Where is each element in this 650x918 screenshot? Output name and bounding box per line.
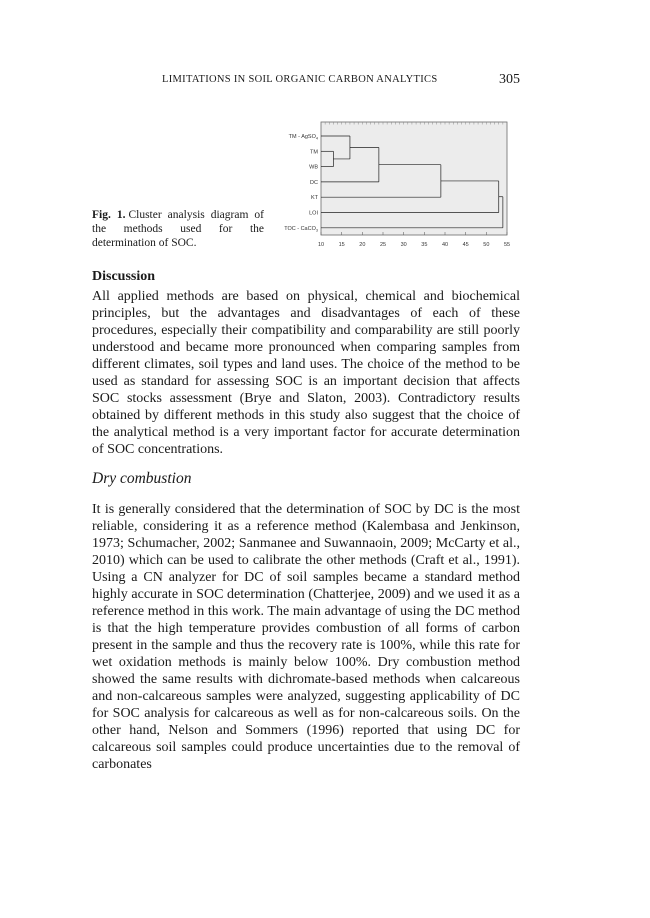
leaf-label: WB: [309, 164, 318, 171]
discussion-paragraph: All applied methods are based on physical, chemical and biochemical principles, but the advantages and disadvantages of each of these procedures, especially their compatibility and comparability are still poorly understood and became more pronounced when comparing samples from different climates, soil types and land uses. The choice of the method to be used as standard for assessing SOC is an important decision that affects SOC stocks assessment (Brye and Slaton, 2003). Contradictory results obtained by different methods in this study also suggest that the choice of the analytical method is a very important factor for accurate determination of SOC concentrations.: [92, 289, 520, 457]
dry-combustion-heading: Dry combustion: [92, 470, 192, 487]
running-head: [92, 72, 520, 90]
x-tick-label: 10: [317, 242, 325, 248]
discussion-heading: Discussion: [92, 269, 156, 284]
running-title: LIMITATIONS IN SOIL ORGANIC CARBON ANALYTICS: [162, 74, 438, 85]
x-tick-label: 55: [503, 242, 511, 248]
figure-label: Fig. 1.: [92, 209, 126, 221]
leaf-label: KT: [310, 195, 318, 202]
x-tick-label: 25: [379, 242, 387, 248]
leaf-label: DC: [310, 179, 318, 186]
leaf-label: TM: [310, 149, 318, 156]
x-tick-label: 30: [400, 242, 407, 248]
leaf-label: TOC - CaCO$_3$: [284, 225, 318, 233]
dry-combustion-paragraph: It is generally considered that the determination of SOC by DC is the most reliable, considering it as a reference method (Kalembasa and Jenkinson, 1973; Schumacher, 2002; Sanmanee and Suwannaoin, 2009; McCarty et al., 2010) which can be used to calibrate the other methods (Craft et al., 1991). Using a CN analyzer for DC of soil samples became a standard method highly accurate in SOC determination (Chatterjee, 2009) and we used it as a reference method in this work. The main advantage of using the DC method is that the high temperature provides combustion of all forms of carbon present in the sample and thus the recovery rate is 100%, while this rate for wet oxidation methods is mainly below 100%. Dry combustion method showed the same results with dichromate-based methods when calcareous and non-calcareous samples were analyzed, suggesting applicability of DC for SOC analysis for calcareous as well as for non-calcareous soils. On the other hand, Nelson and Sommers (1996) reported that using DC for calcareous soil samples could produce uncertainties due to the removal of carbonates: [92, 502, 520, 772]
x-tick-label: 45: [462, 242, 469, 248]
figure-caption: [92, 208, 264, 250]
figure-1: [92, 118, 520, 258]
x-tick-label: 40: [441, 242, 449, 248]
x-tick-label: 50: [483, 242, 490, 248]
leaf-label: TM - AgSO$_4$: [288, 134, 318, 141]
leaf-label: LOI: [309, 210, 318, 217]
figure-caption-text: Cluster analysis diagram of the methods used for the determination of SOC.: [92, 209, 264, 249]
plot-area: [321, 122, 507, 235]
x-tick-label: 15: [338, 242, 345, 248]
page-number: 305: [499, 72, 520, 87]
cluster-dendrogram: [284, 118, 520, 258]
x-tick-label: 35: [421, 242, 428, 248]
x-tick-label: 20: [359, 242, 366, 248]
